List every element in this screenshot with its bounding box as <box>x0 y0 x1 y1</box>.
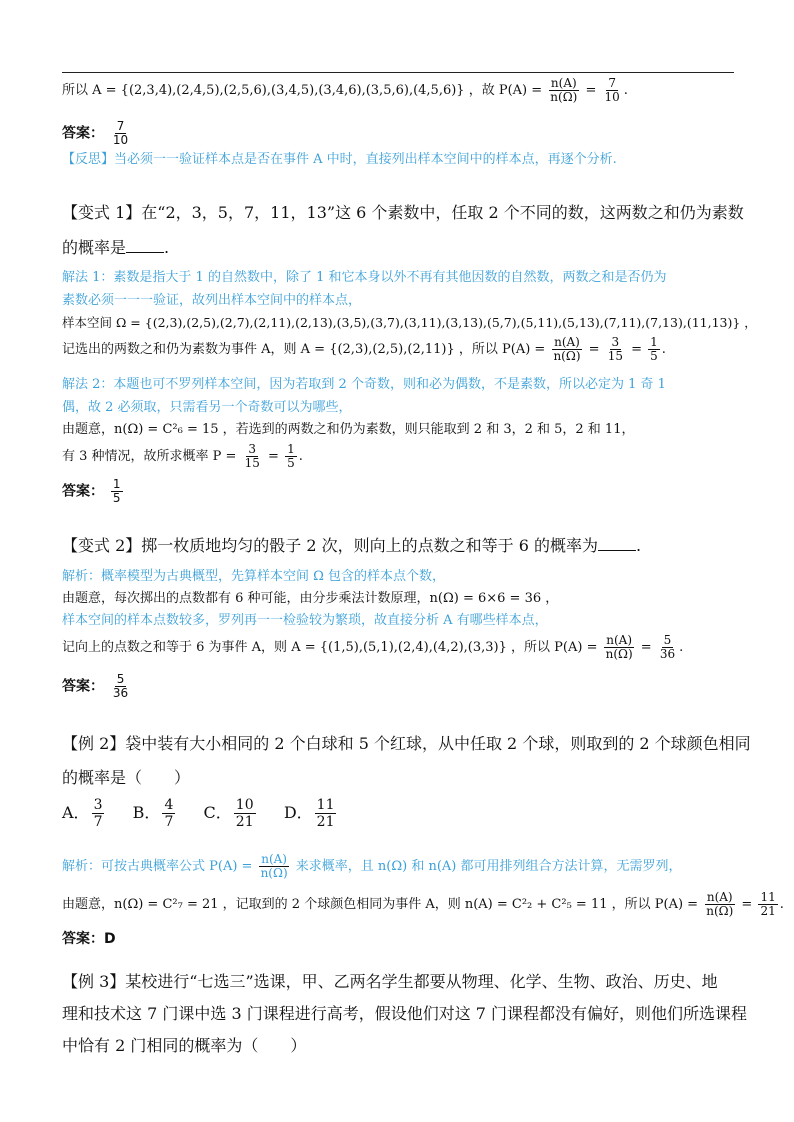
question-variant-1-cont: 的概率是 . <box>62 238 170 257</box>
answer-blank <box>126 236 164 253</box>
answer-blank <box>598 534 636 551</box>
analysis-text: 解析：可按古典概率公式 P(A) = $\frac{n(A)}{n(\Omega)}$ 来求概率，且 n(Ω) 和 n(A) 都可用排列组合方法计算，无需罗列， <box>62 852 682 880</box>
option-a: A． $\frac{3}{7}$ <box>62 797 103 830</box>
analysis-text: 解析：概率模型为古典概型，先算样本空间 Ω 包含的样本点个数， <box>62 569 446 584</box>
solution-line: 记向上的点数之和等于 6 为事件 A，则 A = {(1,5),(5,1),(2,4),(4,2),(3,3)} ，所以 P(A) = $\frac{n(A)}{n(\Omega)}$ = $\frac{5}{36}$ . <box>62 633 684 661</box>
solution-line: 有 3 种情况，故所求概率 P = $\frac{3}{15}$ = $\frac{1}{5}$ . <box>62 442 303 470</box>
analysis-text: 样本空间的样本点数较多，罗列再一一检验较为繁琐，故直接分析 A 有哪些样本点， <box>62 613 548 628</box>
fraction: $\frac{7}{10}$ <box>604 76 620 104</box>
question-variant-2: 【变式 2】掷一枚质地均匀的骰子 2 次，则向上的点数之和等于 6 的概率为 . <box>62 536 642 555</box>
reflection-note: 【反思】当必须一一验证样本点是否在事件 A 中时，直接列出样本空间中的样本点，再逐个分析. <box>62 152 617 167</box>
answer-line: 答案： $\frac{1}{5}$ <box>62 477 121 505</box>
solution-line: 记选出的两数之和仍为素数为事件 A，则 A = {(2,3),(2,5),(2,11)} ，所以 P(A) = $\frac{n(A)}{n(\Omega)}$ = $\frac{3}{15}$ = $\frac{1}{5}$ . <box>62 335 666 363</box>
question-example-2-cont: 的概率是（ ） <box>62 768 191 787</box>
solution-line: 由题意，n(Ω) = C²₆ = 15 ，若选到的两数之和仍为素数，则只能取到 2 和 3，2 和 5，2 和 11， <box>62 422 635 437</box>
answer-line: 答案： $\frac{7}{10}$ <box>62 119 129 147</box>
solution-2-text: 偶，故 2 必须取，只需看另一个奇数可以为哪些， <box>62 400 352 415</box>
option-c: C． $\frac{10}{21}$ <box>203 797 254 830</box>
fraction: $\frac{n(A)}{n(\Omega)}$ <box>550 76 578 104</box>
solution-line: 所以 A = {(2,3,4),(2,4,5),(2,5,6),(3,4,5),(3,4,6),(3,5,6),(4,5,6)} ，故 P(A) = $\frac{n(A)}{n(\Omega)}$ = $\frac{7}{10}$ . <box>62 76 628 104</box>
question-example-3: 【例 3】某校进行“七选三”选课，甲、乙两名学生都要从物理、化学、生物、政治、历史、地 <box>62 972 718 991</box>
option-b: B． $\frac{4}{7}$ <box>132 797 174 830</box>
question-example-2: 【例 2】袋中装有大小相同的 2 个白球和 5 个红球，从中任取 2 个球，则取到的 2 个球颜色相同 <box>62 734 751 753</box>
solution-line: 由题意，n(Ω) = C²₇ = 21 ，记取到的 2 个球颜色相同为事件 A，则 n(A) = C²₂ + C²₅ = 11 ，所以 P(A) = $\frac{n(A)}{n(\Omega)}$ = $\frac{11}{21}$ . <box>62 890 784 918</box>
answer-line: 答案： $\frac{5}{36}$ <box>62 672 129 700</box>
answer-line: 答案：D <box>62 931 116 947</box>
question-example-3-cont: 中恰有 2 门相同的概率为（ ） <box>62 1036 307 1055</box>
question-example-3-cont: 理和技术这 7 门课中选 3 门课程进行高考，假设他们对这 7 门课程都没有偏好，则他们所选课程 <box>62 1004 748 1023</box>
solution-line: 由题意，每次掷出的点数都有 6 种可能，由分步乘法计数原理，n(Ω) = 6×6 = 36 ， <box>62 591 559 606</box>
option-d: D． $\frac{11}{21}$ <box>283 797 335 830</box>
solution-1-text: 解法 1：素数是指大于 1 的自然数中，除了 1 和它本身以外不再有其他因数的自然数，两数之和是否仍为 <box>62 270 667 285</box>
sample-space-line: 样本空间 Ω = {(2,3),(2,5),(2,7),(2,11),(2,13),(3,5),(3,7),(3,11),(3,13),(5,7),(5,11),(5,13),(7,11),(7,13),(11,13)} ， <box>62 315 757 330</box>
options-row <box>62 797 338 830</box>
solution-2-text: 解法 2：本题也可不罗列样本空间，因为若取到 2 个奇数，则和必为偶数，不是素数，所以必定为 1 奇 1 <box>62 377 666 392</box>
question-variant-1: 【变式 1】在“2，3，5，7，11，13”这 6 个素数中，任取 2 个不同的数，这两数之和仍为素数 <box>62 203 744 222</box>
solution-1-text: 素数必须一一一验证，故列出样本空间中的样本点， <box>62 293 362 308</box>
header-rule <box>62 72 734 73</box>
